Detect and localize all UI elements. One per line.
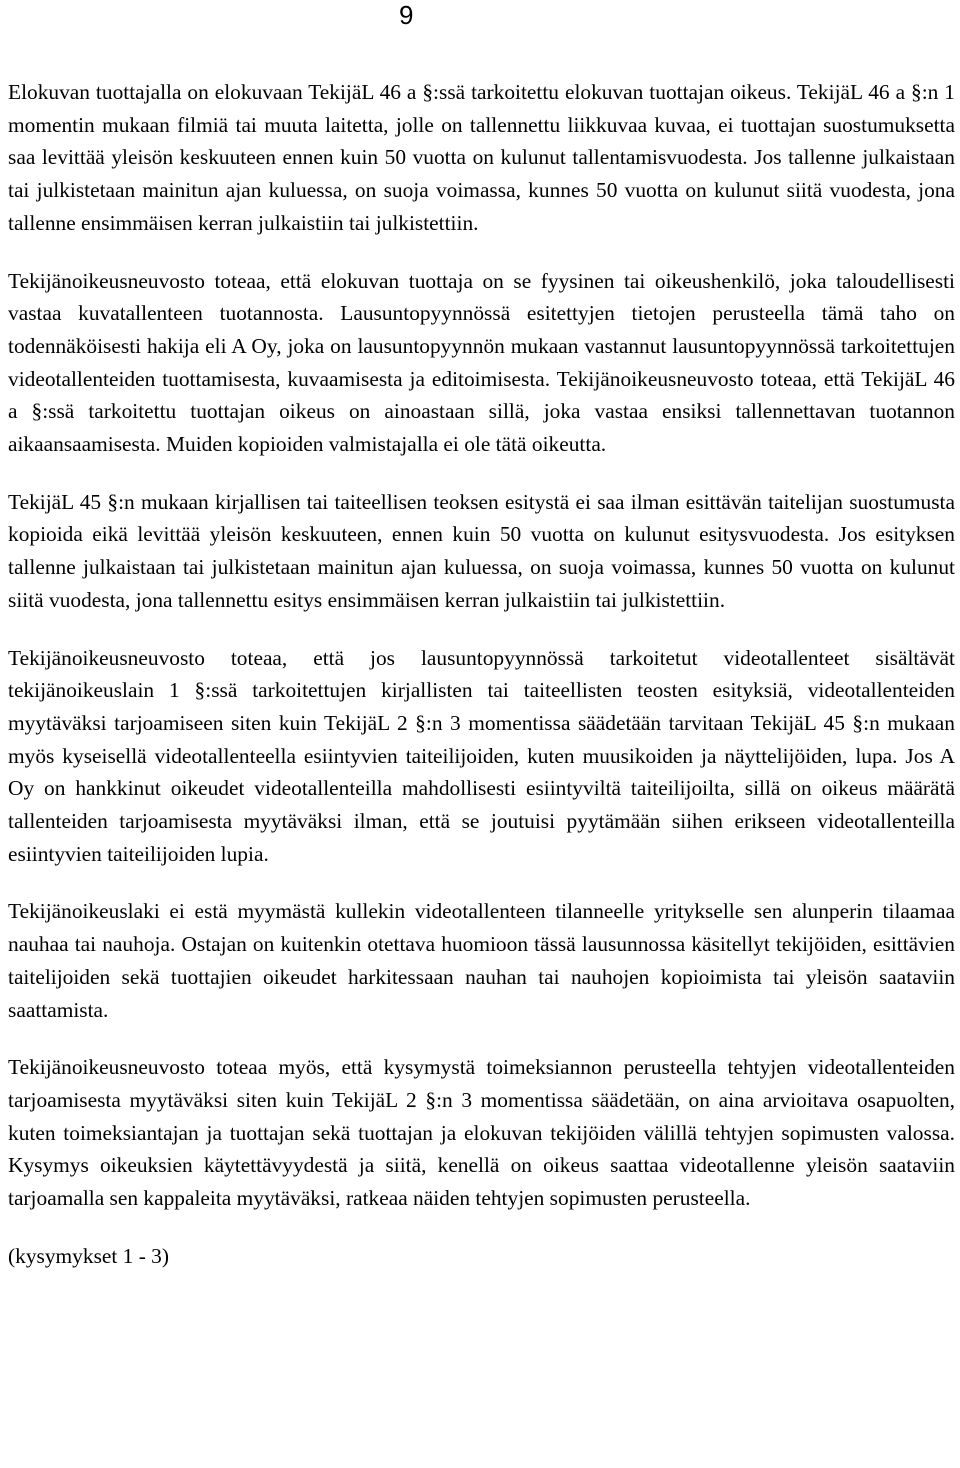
questions-reference: (kysymykset 1 - 3) (8, 1243, 170, 1268)
document-body (8, 76, 955, 1273)
paragraph-sale-of-tapes: Tekijänoikeuslaki ei estä myymästä kullekin videotallenteen tilanneelle yritykselle sen alunperin tilaamaa nauhaa tai nauhoja. Ostajan on kuitenkin otettava huomioon tässä lausunnossa käsitellyt tekijöiden, esittävien taitelijoiden sekä tuottajien oikeudet harkitessaan nauhan tai nauhojen kopioimista tai yleisön saataviin saattamista. (8, 899, 955, 1022)
paragraph-contracts: Tekijänoikeusneuvosto toteaa myös, että kysymystä toimeksiannon perusteella tehtyjen videotallenteiden tarjoamisesta myytäväksi siten kuin TekijäL 2 §:n 3 momentissa säädetään, on aina arvioitava osapuolten, kuten toimeksiantajan ja tuottajan sekä tuottajan ja elokuvan tekijöiden välillä tehtyjen sopimusten valossa. Kysymys oikeuksien käytettävyydestä ja siitä, kenellä on oikeus saattaa videotallenne yleisön saataviin tarjoamalla sen kappaleita myytäväksi, ratkeaa näiden tehtyjen sopimusten perusteella. (8, 1055, 955, 1211)
paragraph-producer-rights: Elokuvan tuottajalla on elokuvaan TekijäL 46 a §:ssä tarkoitettu elokuvan tuottajan oikeus. TekijäL 46 a §:n 1 momentin mukaan filmiä tai muuta laitetta, jolle on tallennettu liikkuvaa kuvaa, ei tuottajan suostumuksetta saa levittää yleisön keskuuteen ennen kuin 50 vuotta on kulunut tallentamisvuodesta. Jos tallenne julkaistaan tai julkistetaan mainitun ajan kuluessa, on suoja voimassa, kunnes 50 vuotta on kulunut siitä vuodesta, jona tallenne ensimmäisen kerran julkaistiin tai julkistettiin. (8, 80, 955, 235)
paragraph-performer-consent: Tekijänoikeusneuvosto toteaa, että jos lausuntopyynnössä tarkoitetut videotallenteet sisältävät tekijänoikeuslain 1 §:ssä tarkoitettujen kirjallisten tai taiteellisten teosten esityksiä, videotallenteiden myytäväksi tarjoamiseen siten kuin TekijäL 2 §:n 3 momentissa säädetään tarvitaan TekijäL 45 §:n mukaan myös kyseisellä videotallenteella esiintyvien taiteilijoiden, kuten muusikoiden ja näyttelijöiden, lupa. Jos A Oy on hankkinut oikeudet videotallenteilla mahdollisesti esiintyviltä taiteilijoilta, sillä on oikeus määrätä tallenteiden tarjoamisesta myytäväksi ilman, että se joutuisi pyytämään siihen erikseen videotallenteilla esiintyvien taiteilijoiden lupia. (8, 645, 955, 866)
paragraph-performer-rights: TekijäL 45 §:n mukaan kirjallisen tai taiteellisen teoksen esitystä ei saa ilman esittävän taitelijan suostumusta kopioida eikä levittää yleisön keskuuteen, ennen kuin 50 vuotta on kulunut esitysvuodesta. Jos esityksen tallenne julkaistaan tai julkistetaan mainitun ajan kuluessa, on suoja voimassa, kunnes 50 vuotta on kulunut siitä vuodesta, jona tallennettu esitys ensimmäisen kerran julkaistiin tai julkistettiin. (8, 489, 955, 612)
page-number: 9 (399, 0, 414, 30)
paragraph-producer-identity: Tekijänoikeusneuvosto toteaa, että elokuvan tuottaja on se fyysinen tai oikeushenkilö, joka taloudellisesti vastaa kuvatallenteen tuotannosta. Lausuntopyynnössä esitettyjen tietojen perusteella tämä taho on todennäköisesti hakija eli A Oy, joka on lausuntopyynnön mukaan vastannut lausuntopyynnössä tarkoitettujen videotallenteiden tuottamisesta, kuvaamisesta ja editoimisesta. Tekijänoikeusneuvosto toteaa, että TekijäL 46 a §:ssä tarkoitettu tuottajan oikeus on ainoastaan sillä, joka vastaa ensiksi tallennettavan tuotannon aikaansaamisesta. Muiden kopioiden valmistajalla ei ole tätä oikeutta. (8, 268, 955, 457)
